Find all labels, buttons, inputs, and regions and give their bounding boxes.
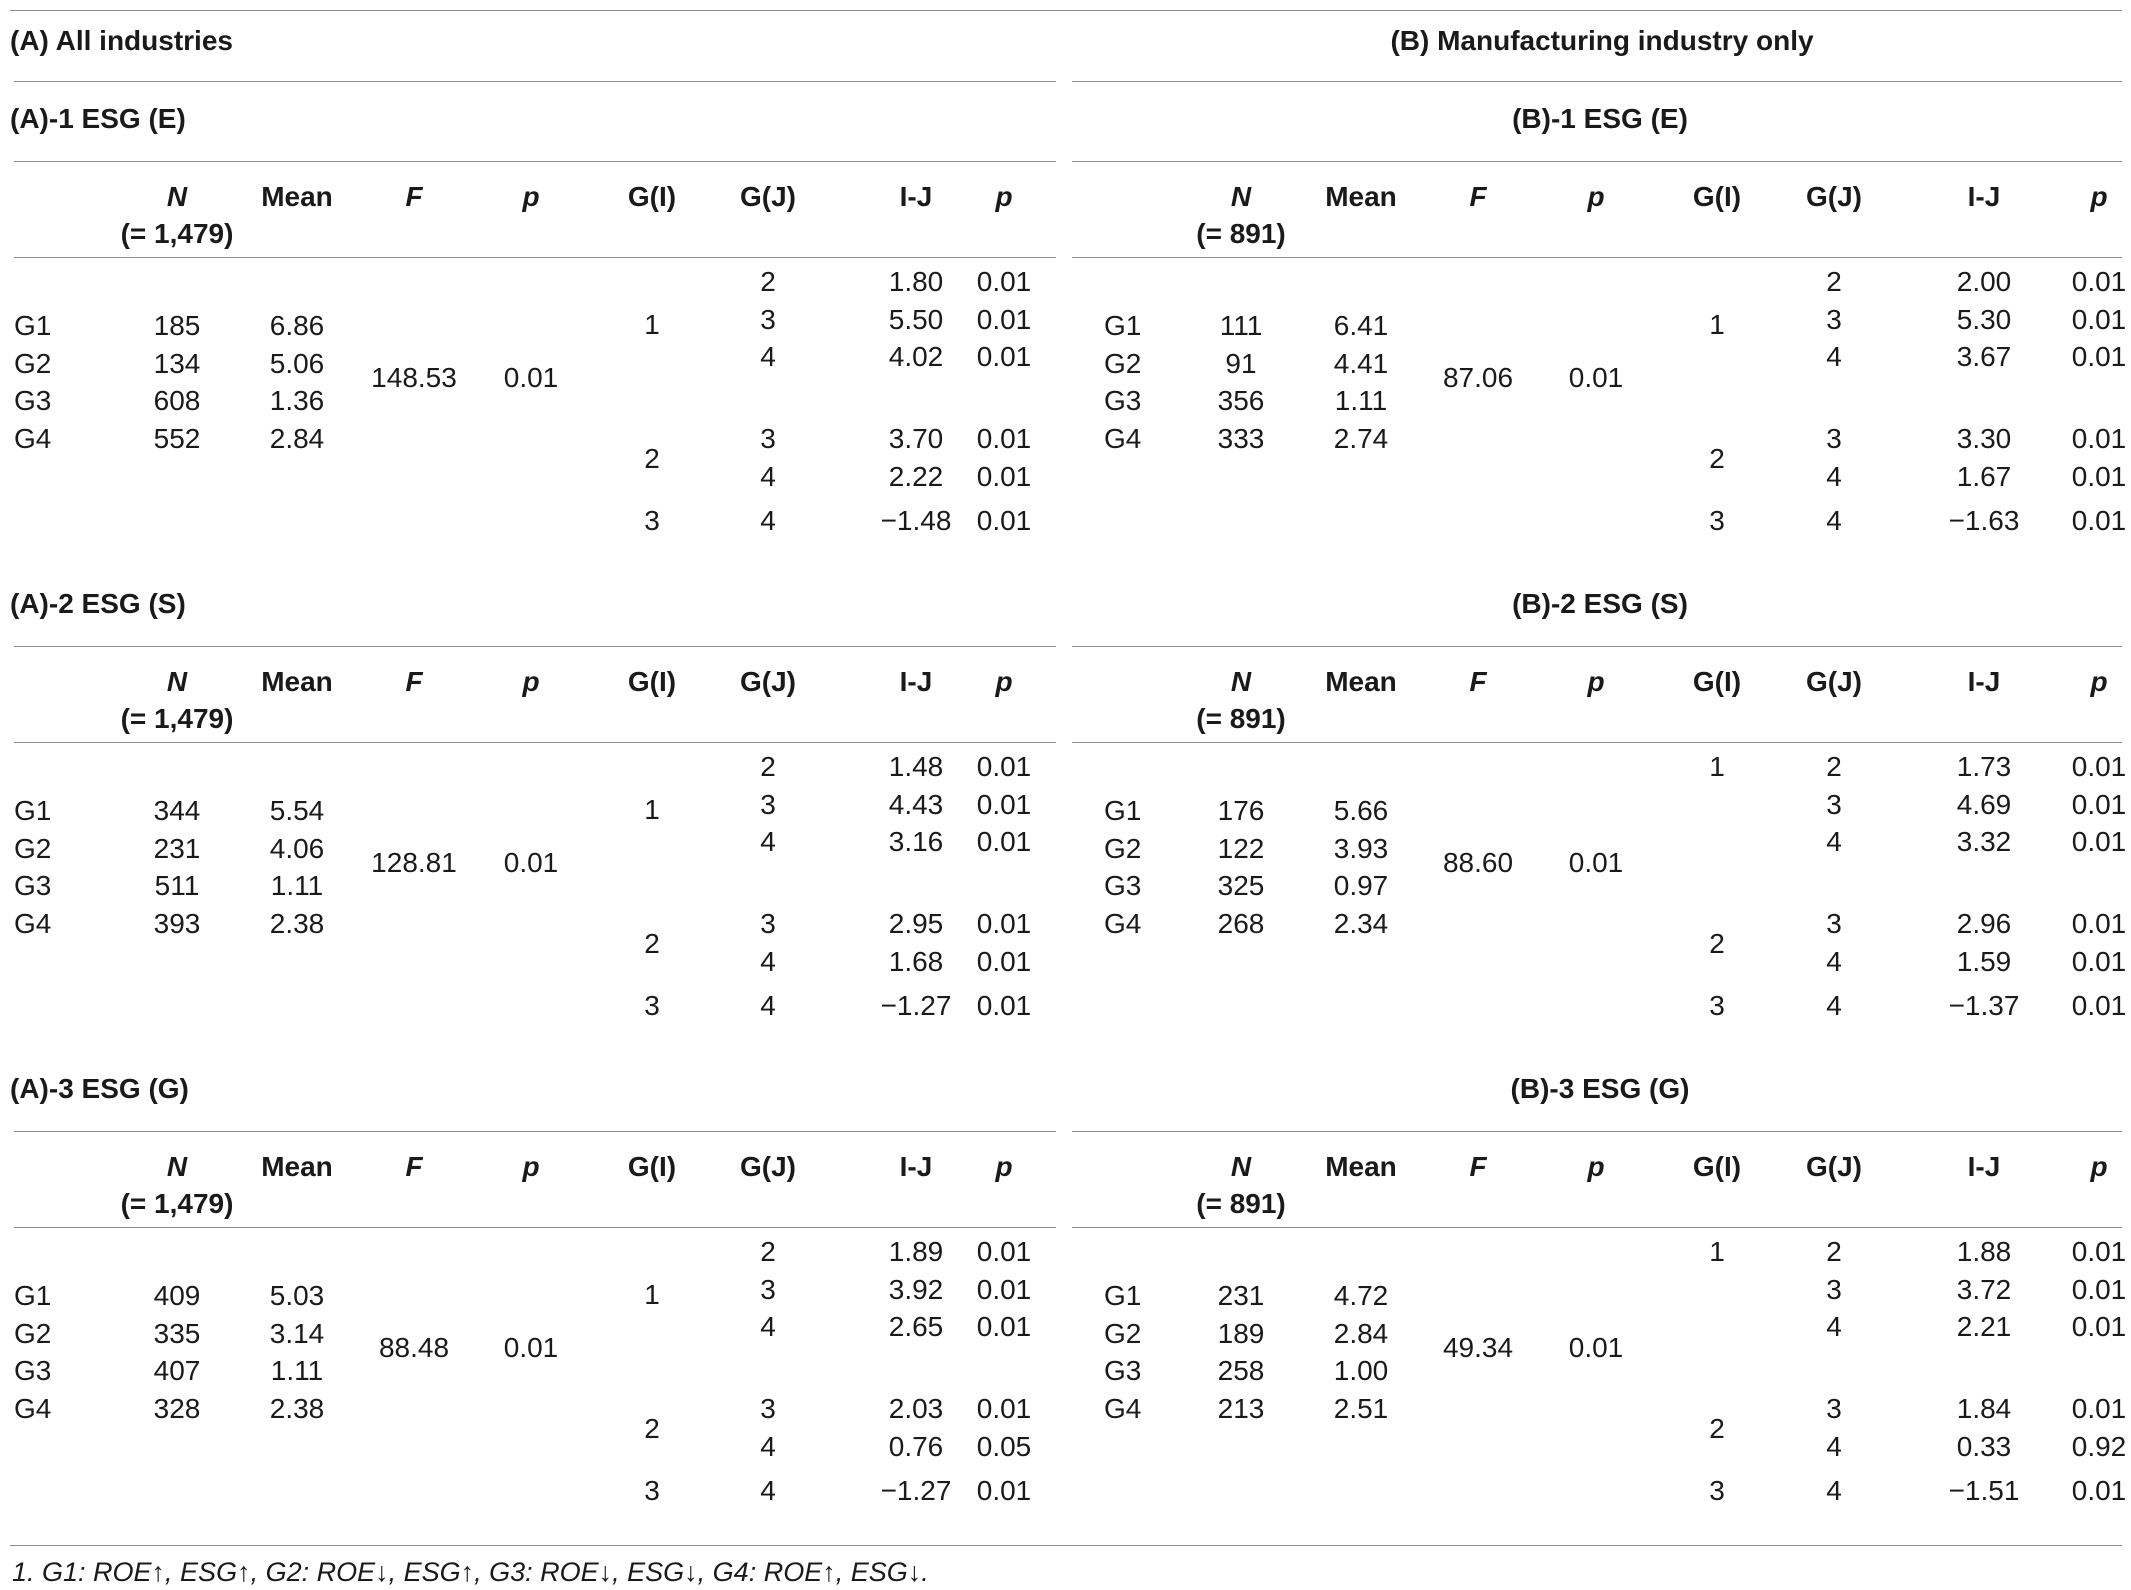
comparison-gj: 4 (1826, 505, 1842, 536)
comparison-ij: 1.80 (888, 266, 944, 297)
comparison-gj: 3 (1826, 423, 1842, 454)
group-n: 393 (153, 907, 201, 939)
column-header-p: p (1587, 666, 1605, 697)
comparison-p: 0.01 (2071, 751, 2127, 782)
comparison-p: 0.01 (976, 826, 1032, 857)
gi-label: 3 (644, 1475, 660, 1506)
group-n: 325 (1217, 870, 1265, 901)
comparison-p: 0.01 (2071, 1393, 2127, 1424)
column-header-p2: p (2090, 181, 2108, 212)
group-n: 258 (1217, 1355, 1265, 1386)
group-mean: 2.51 (1333, 1392, 1389, 1424)
column-header-p: p (1587, 181, 1605, 212)
comparison-gj: 4 (760, 341, 776, 372)
comparison-p: 0.01 (2071, 266, 2127, 297)
column-header-gi: G(I) (1692, 181, 1742, 212)
group-mean: 6.41 (1333, 310, 1389, 341)
comparison-ij: 3.67 (1956, 341, 2012, 372)
comparison-p: 0.01 (976, 1311, 1032, 1342)
comparison-gj: 2 (760, 1236, 776, 1267)
comparison-gj: 4 (1826, 990, 1842, 1021)
column-header-n: N (166, 1151, 188, 1182)
comparison-p: 0.01 (2071, 1311, 2127, 1342)
group-n: 328 (153, 1392, 201, 1424)
gi-label: 2 (1709, 928, 1725, 959)
comparison-ij: 2.00 (1956, 266, 2012, 297)
column-header-ij: I-J (1967, 666, 2001, 697)
column-header-gi: G(I) (627, 666, 677, 697)
group-mean: 2.74 (1333, 422, 1389, 454)
p-value: 0.01 (1568, 1332, 1624, 1363)
column-header-gi: G(I) (1692, 1151, 1742, 1182)
comparison-ij: 1.89 (888, 1236, 944, 1267)
group-n: 511 (154, 870, 200, 901)
section-header-rule (1072, 1131, 2122, 1132)
comparison-gj: 4 (760, 826, 776, 857)
group-n: 134 (153, 347, 201, 379)
comparison-ij: 3.72 (1956, 1274, 2012, 1305)
group-mean: 0.97 (1333, 870, 1389, 901)
comparison-p: 0.01 (976, 505, 1032, 536)
section-title: (B)-1 ESG (E) (1512, 103, 1688, 134)
section-title: (B)-2 ESG (S) (1512, 588, 1688, 619)
group-n: 333 (1217, 422, 1265, 454)
gi-label: 2 (644, 443, 660, 474)
gi-label: 1 (1709, 1236, 1725, 1267)
gi-label: 2 (1709, 1413, 1725, 1444)
section-title: (B)-3 ESG (G) (1510, 1073, 1690, 1104)
comparison-gj: 2 (760, 266, 776, 297)
comparison-p: 0.01 (976, 266, 1032, 297)
column-header-mean: Mean (1325, 181, 1397, 212)
comparison-p: 0.01 (2071, 1274, 2127, 1305)
p-value: 0.01 (503, 847, 559, 878)
column-header-gj: G(J) (740, 1151, 796, 1182)
panel-title: (A) All industries (10, 25, 233, 56)
comparison-p: 0.01 (976, 1475, 1032, 1506)
comparison-p: 0.01 (976, 461, 1032, 492)
group-n: 409 (153, 1280, 201, 1311)
column-header-mean: Mean (261, 666, 333, 697)
comparison-p: 0.01 (2071, 1236, 2127, 1267)
group-label: G1 (14, 795, 52, 826)
comparison-ij: 1.73 (1956, 751, 2012, 782)
column-header-gj: G(J) (740, 181, 796, 212)
comparison-gj: 4 (1826, 341, 1842, 372)
group-mean: 1.00 (1333, 1355, 1389, 1386)
group-mean: 4.72 (1333, 1280, 1389, 1311)
group-label: G1 (1104, 795, 1142, 826)
group-label: G3 (1104, 1355, 1142, 1386)
comparison-gj: 3 (1826, 1393, 1842, 1424)
group-label: G2 (14, 1317, 52, 1349)
comparison-gj: 3 (1826, 304, 1842, 335)
section-header-rule (14, 1131, 1056, 1132)
comparison-gj: 3 (1826, 908, 1842, 939)
comparison-p: 0.01 (976, 304, 1032, 335)
section-header-rule (1072, 161, 2122, 162)
group-mean: 2.84 (269, 422, 325, 454)
column-header-n-total: (= 891) (1196, 1188, 1286, 1219)
column-header-n: N (1230, 181, 1252, 212)
comparison-gj: 2 (1826, 266, 1842, 297)
comparison-ij: 1.67 (1956, 461, 2012, 492)
comparison-p: 0.01 (976, 990, 1032, 1021)
group-n: 407 (153, 1355, 201, 1386)
group-mean: 5.03 (269, 1280, 325, 1311)
column-header-p: p (522, 181, 540, 212)
group-mean: 1.11 (1334, 385, 1388, 416)
comparison-ij: 3.32 (1956, 826, 2012, 857)
comparison-ij: 3.30 (1956, 423, 2012, 454)
comparison-ij: 3.16 (888, 826, 944, 857)
comparison-gj: 4 (760, 1431, 776, 1462)
comparison-ij: 3.70 (888, 423, 944, 454)
column-header-f: F (1469, 1151, 1487, 1182)
group-mean: 4.41 (1333, 347, 1389, 379)
comparison-p: 0.01 (2071, 990, 2127, 1021)
column-header-p: p (522, 666, 540, 697)
comparison-ij: 2.22 (888, 461, 944, 492)
column-header-gi: G(I) (627, 1151, 677, 1182)
section-title: (A)-3 ESG (G) (10, 1073, 189, 1104)
group-n: 231 (1217, 1280, 1265, 1311)
comparison-ij: 1.68 (888, 946, 944, 977)
comparison-ij: 2.21 (1956, 1311, 2012, 1342)
column-header-p2: p (995, 666, 1013, 697)
column-header-gj: G(J) (1806, 666, 1862, 697)
column-header-n-total: (= 891) (1196, 703, 1286, 734)
comparison-ij: −1.37 (1948, 990, 2020, 1021)
comparison-p: 0.01 (976, 423, 1032, 454)
column-header-f: F (405, 181, 423, 212)
column-header-mean: Mean (1325, 666, 1397, 697)
column-header-n: N (166, 181, 188, 212)
section-data-rule (14, 742, 1056, 743)
group-n: 185 (153, 310, 201, 341)
comparison-gj: 4 (760, 1311, 776, 1342)
comparison-p: 0.01 (976, 341, 1032, 372)
gi-label: 1 (644, 1279, 660, 1310)
gi-label: 1 (644, 794, 660, 825)
section-header-rule (14, 161, 1056, 162)
gi-label: 2 (644, 1413, 660, 1444)
group-n: 335 (153, 1317, 201, 1349)
gi-label: 3 (1709, 505, 1725, 536)
column-header-ij: I-J (899, 666, 933, 697)
group-label: G3 (14, 385, 52, 416)
group-n: 268 (1217, 907, 1265, 939)
group-label: G4 (14, 422, 52, 454)
group-mean: 2.38 (269, 907, 325, 939)
comparison-p: 0.01 (2071, 826, 2127, 857)
comparison-ij: 2.03 (888, 1393, 944, 1424)
group-mean: 5.66 (1333, 795, 1389, 826)
group-label: G1 (14, 310, 52, 341)
p-value: 0.01 (1568, 362, 1624, 393)
group-label: G4 (14, 1392, 52, 1424)
footnote: 1. G1: ROE↑, ESG↑, G2: ROE↓, ESG↑, G3: ROE↓, ESG↓, G4: ROE↑, ESG↓. (12, 1557, 929, 1587)
comparison-ij: 0.33 (1956, 1431, 2012, 1462)
comparison-gj: 4 (760, 1475, 776, 1506)
group-label: G3 (1104, 385, 1142, 416)
column-header-gj: G(J) (740, 666, 796, 697)
comparison-gj: 3 (760, 908, 776, 939)
comparison-ij: 1.84 (1956, 1393, 2012, 1424)
column-header-ij: I-J (899, 1151, 933, 1182)
section-data-rule (1072, 1227, 2122, 1228)
comparison-gj: 4 (760, 505, 776, 536)
column-header-gi: G(I) (627, 181, 677, 212)
comparison-ij: 5.30 (1956, 304, 2012, 335)
comparison-ij: −1.63 (1948, 505, 2020, 536)
comparison-gj: 4 (1826, 1475, 1842, 1506)
column-header-gi: G(I) (1692, 666, 1742, 697)
f-value: 128.81 (371, 847, 457, 878)
comparison-p: 0.01 (976, 789, 1032, 820)
group-mean: 1.11 (270, 870, 324, 901)
group-mean: 2.84 (1333, 1317, 1389, 1349)
comparison-ij: 1.59 (1956, 946, 2012, 977)
panel-rule (14, 81, 1056, 82)
group-n: 122 (1217, 832, 1265, 864)
comparison-p: 0.01 (2071, 946, 2127, 977)
comparison-gj: 3 (760, 1274, 776, 1305)
group-label: G2 (14, 347, 52, 379)
column-header-gj: G(J) (1806, 1151, 1862, 1182)
table-top-rule (10, 10, 2122, 11)
group-n: 189 (1217, 1317, 1265, 1349)
comparison-gj: 3 (1826, 789, 1842, 820)
section-data-rule (1072, 742, 2122, 743)
group-mean: 4.06 (269, 832, 325, 864)
column-header-p2: p (995, 181, 1013, 212)
group-label: G3 (1104, 870, 1142, 901)
comparison-ij: −1.51 (1948, 1475, 2020, 1506)
column-header-p2: p (2090, 1151, 2108, 1182)
gi-label: 1 (644, 309, 660, 340)
column-header-n-total: (= 891) (1196, 218, 1286, 249)
comparison-gj: 4 (760, 990, 776, 1021)
comparison-p: 0.01 (2071, 1475, 2127, 1506)
comparison-ij: 4.02 (888, 341, 944, 372)
comparison-p: 0.01 (2071, 789, 2127, 820)
group-label: G1 (1104, 310, 1142, 341)
f-value: 88.48 (378, 1332, 450, 1363)
column-header-f: F (1469, 181, 1487, 212)
gi-label: 3 (644, 505, 660, 536)
column-header-n-total: (= 1,479) (120, 703, 234, 734)
p-value: 0.01 (503, 362, 559, 393)
comparison-ij: 1.48 (888, 751, 944, 782)
group-n: 344 (153, 795, 201, 826)
panel-rule (1072, 81, 2122, 82)
comparison-gj: 4 (1826, 946, 1842, 977)
column-header-p: p (1587, 1151, 1605, 1182)
comparison-ij: 2.96 (1956, 908, 2012, 939)
comparison-p: 0.01 (2071, 304, 2127, 335)
group-mean: 2.38 (269, 1392, 325, 1424)
f-value: 88.60 (1442, 847, 1514, 878)
comparison-gj: 2 (760, 751, 776, 782)
comparison-ij: 0.76 (888, 1431, 944, 1462)
comparison-gj: 4 (1826, 1311, 1842, 1342)
group-label: G2 (14, 832, 52, 864)
gi-label: 1 (1709, 309, 1725, 340)
group-mean: 1.36 (269, 385, 325, 416)
column-header-p2: p (2090, 666, 2108, 697)
column-header-mean: Mean (261, 1151, 333, 1182)
comparison-ij: 2.65 (888, 1311, 944, 1342)
comparison-p: 0.01 (2071, 908, 2127, 939)
group-n: 552 (153, 422, 201, 454)
f-value: 49.34 (1442, 1332, 1514, 1363)
comparison-p: 0.01 (976, 1393, 1032, 1424)
group-label: G3 (14, 1355, 52, 1386)
f-value: 148.53 (371, 362, 457, 393)
p-value: 0.01 (503, 1332, 559, 1363)
comparison-p: 0.01 (976, 751, 1032, 782)
comparison-ij: −1.48 (880, 505, 952, 536)
group-n: 213 (1217, 1392, 1265, 1424)
group-label: G2 (1104, 832, 1142, 864)
column-header-f: F (1469, 666, 1487, 697)
comparison-ij: 4.69 (1956, 789, 2012, 820)
comparison-ij: 4.43 (888, 789, 944, 820)
group-label: G1 (1104, 1280, 1142, 1311)
comparison-p: 0.01 (976, 1236, 1032, 1267)
comparison-gj: 3 (760, 789, 776, 820)
comparison-p: 0.01 (976, 1274, 1032, 1305)
section-data-rule (14, 257, 1056, 258)
comparison-gj: 2 (1826, 751, 1842, 782)
group-mean: 1.11 (270, 1355, 324, 1386)
comparison-gj: 3 (760, 423, 776, 454)
group-n: 608 (153, 385, 201, 416)
group-label: G4 (14, 907, 52, 939)
comparison-p: 0.01 (2071, 341, 2127, 372)
comparison-gj: 4 (760, 461, 776, 492)
group-label: G4 (1104, 422, 1142, 454)
gi-label: 3 (644, 990, 660, 1021)
group-label: G3 (14, 870, 52, 901)
gi-label: 3 (1709, 1475, 1725, 1506)
section-data-rule (14, 1227, 1056, 1228)
group-label: G4 (1104, 907, 1142, 939)
group-mean: 6.86 (269, 310, 325, 341)
section-header-rule (1072, 646, 2122, 647)
group-mean: 3.14 (269, 1317, 325, 1349)
column-header-ij: I-J (1967, 181, 2001, 212)
column-header-n-total: (= 1,479) (120, 1188, 234, 1219)
section-title: (A)-1 ESG (E) (10, 103, 186, 134)
comparison-p: 0.05 (976, 1431, 1032, 1462)
comparison-gj: 4 (1826, 461, 1842, 492)
column-header-n: N (1230, 666, 1252, 697)
comparison-gj: 3 (1826, 1274, 1842, 1305)
column-header-ij: I-J (899, 181, 933, 212)
column-header-mean: Mean (1325, 1151, 1397, 1182)
comparison-p: 0.01 (976, 908, 1032, 939)
column-header-n: N (1230, 1151, 1252, 1182)
comparison-p: 0.01 (976, 946, 1032, 977)
group-mean: 5.54 (269, 795, 325, 826)
comparison-ij: 1.88 (1956, 1236, 2012, 1267)
group-mean: 2.34 (1333, 907, 1389, 939)
group-label: G4 (1104, 1392, 1142, 1424)
group-mean: 3.93 (1333, 832, 1389, 864)
section-header-rule (14, 646, 1056, 647)
group-label: G2 (1104, 1317, 1142, 1349)
section-title: (A)-2 ESG (S) (10, 588, 186, 619)
group-n: 111 (1219, 310, 1263, 341)
column-header-p2: p (995, 1151, 1013, 1182)
comparison-ij: 5.50 (888, 304, 944, 335)
comparison-gj: 4 (1826, 1431, 1842, 1462)
gi-label: 2 (1709, 443, 1725, 474)
group-label: G2 (1104, 347, 1142, 379)
comparison-gj: 3 (760, 1393, 776, 1424)
comparison-ij: 3.92 (888, 1274, 944, 1305)
comparison-gj: 3 (760, 304, 776, 335)
table-bottom-rule (10, 1545, 2122, 1546)
section-data-rule (1072, 257, 2122, 258)
comparison-p: 0.01 (2071, 505, 2127, 536)
gi-label: 1 (1709, 751, 1725, 782)
comparison-gj: 2 (1826, 1236, 1842, 1267)
p-value: 0.01 (1568, 847, 1624, 878)
f-value: 87.06 (1442, 362, 1514, 393)
group-n: 356 (1217, 385, 1265, 416)
panel-title: (B) Manufacturing industry only (1390, 25, 1814, 56)
column-header-f: F (405, 1151, 423, 1182)
comparison-gj: 4 (760, 946, 776, 977)
column-header-p: p (522, 1151, 540, 1182)
gi-label: 2 (644, 928, 660, 959)
column-header-mean: Mean (261, 181, 333, 212)
column-header-n-total: (= 1,479) (120, 218, 234, 249)
comparison-gj: 4 (1826, 826, 1842, 857)
column-header-gj: G(J) (1806, 181, 1862, 212)
group-label: G1 (14, 1280, 52, 1311)
group-n: 231 (153, 832, 201, 864)
group-n: 91 (1225, 347, 1257, 379)
comparison-ij: −1.27 (880, 1475, 952, 1506)
comparison-p: 0.92 (2071, 1431, 2127, 1462)
comparison-ij: 2.95 (888, 908, 944, 939)
gi-label: 3 (1709, 990, 1725, 1021)
comparison-p: 0.01 (2071, 461, 2127, 492)
group-mean: 5.06 (269, 347, 325, 379)
group-n: 176 (1217, 795, 1265, 826)
column-header-f: F (405, 666, 423, 697)
comparison-p: 0.01 (2071, 423, 2127, 454)
column-header-n: N (166, 666, 188, 697)
column-header-ij: I-J (1967, 1151, 2001, 1182)
comparison-ij: −1.27 (880, 990, 952, 1021)
